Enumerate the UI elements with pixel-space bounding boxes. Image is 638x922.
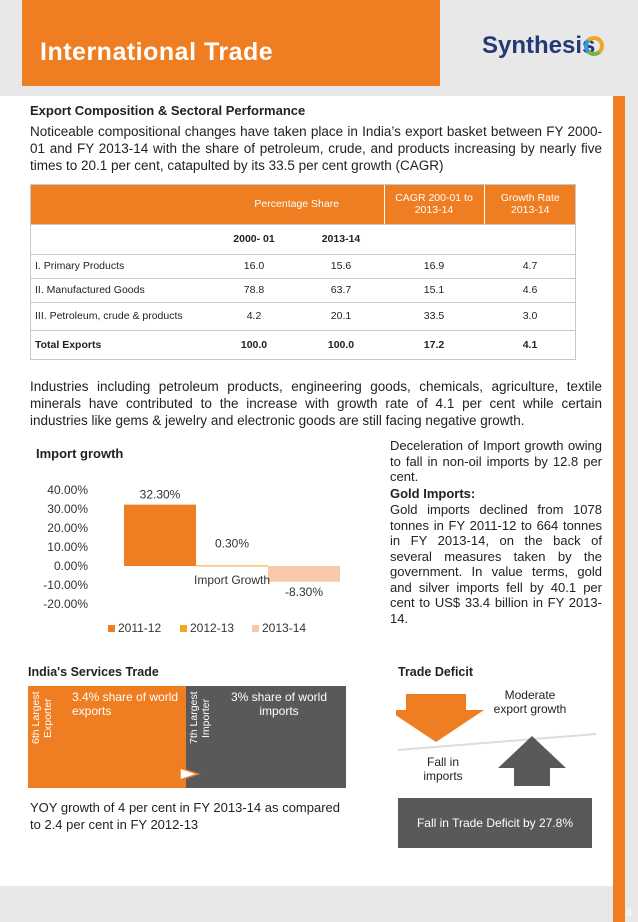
y-tick-label: 40.00%	[47, 483, 88, 497]
importer-box	[186, 686, 346, 788]
subheader-2000: 2000- 01	[210, 224, 298, 254]
y-tick-label: 20.00%	[47, 521, 88, 535]
table-row: I. Primary Products 16.0 15.6 16.9 4.7	[30, 254, 576, 278]
legend-swatch	[252, 625, 259, 632]
y-tick-label: 30.00%	[47, 502, 88, 516]
fall-in-imports: Fall in imports	[423, 755, 463, 783]
yoy-text: YOY growth of 4 per cent in FY 2013-14 as compared to 2.4 per cent in FY 2012-13	[30, 800, 340, 832]
importer-rank: 7th Largest Importer	[188, 691, 212, 745]
legend-label: 2011-12	[118, 621, 162, 635]
y-tick-label: 0.00%	[53, 559, 88, 573]
table-total-row: Total Exports 100.0 100.0 17.2 4.1	[35, 339, 538, 352]
header-percentage-share: Percentage Share	[210, 184, 384, 224]
exporter-rank: 6th Largest Exporter	[30, 691, 54, 745]
synthesis-logo: Synthesis	[482, 32, 596, 59]
industries-paragraph: Industries including petroleum products, engineering goods, chemicals, agriculture, textile minerals have contributed to the increase with growth rate of 4.1 per cent while certain industries like gems & jewelry and electronic goods are still facing negative growth.	[30, 379, 602, 428]
chart-title: Import growth	[36, 446, 124, 461]
import-growth-chart	[28, 472, 368, 662]
header-growth-rate: Growth Rate 2013-14	[484, 184, 576, 224]
bar-label: -8.30%	[284, 584, 324, 599]
exporter-text: 3.4% share of world exports	[72, 690, 179, 718]
moderate-export-growth: Moderate export growth	[493, 688, 567, 716]
right-margin-bar	[625, 96, 638, 922]
section-heading: Export Composition & Sectoral Performance	[30, 103, 306, 118]
bar-label: 32.30%	[139, 487, 181, 502]
bar-2013-14	[268, 566, 340, 582]
intro-paragraph: Noticeable compositional changes have taken place in India’s export basket between FY 2000-01 and FY 2013-14 with the share of petroleum, crude, and products increasing by nearly five times to 20.1 per cent, catapulted by its 33.5 per cent growth (CAGR)	[30, 124, 602, 173]
bar-label: 0.30%	[214, 536, 250, 551]
export-composition-table	[30, 184, 576, 360]
bar-2011-12	[124, 505, 196, 566]
table-row: II. Manufactured Goods 78.8 63.7 15.1 4.6	[30, 278, 576, 302]
title-band	[22, 0, 440, 86]
y-tick-label: -20.00%	[43, 597, 88, 611]
deficit-heading: Trade Deficit	[398, 665, 474, 679]
footer-bar	[0, 886, 638, 922]
services-heading: India's Services Trade	[28, 665, 159, 679]
arrow-right-icon	[178, 764, 202, 784]
legend-swatch	[180, 625, 187, 632]
y-tick-label: 10.00%	[47, 540, 88, 554]
legend-label: 2013-14	[262, 621, 307, 635]
x-axis-label: Import Growth	[193, 573, 271, 587]
right-orange-bar	[613, 96, 625, 922]
header-cagr: CAGR 200-01 to 2013-14	[384, 184, 484, 224]
trade-deficit-result: Fall in Trade Deficit by 27.8%	[416, 816, 574, 830]
bar-2012-13	[196, 565, 268, 566]
legend-label: 2012-13	[190, 621, 235, 635]
gold-heading: Gold Imports:	[390, 486, 476, 501]
gold-text: Gold imports declined from 1078 tonnes in FY 2011-12 to 664 tonnes in FY 2013-14, on the back of several measures taken by the government. In value terms, gold and silver imports fell by 40.1 per cent to US$ 33.4 billion in FY 2013-14.	[390, 502, 602, 626]
page-title: International Trade	[40, 38, 274, 66]
subheader-2013: 2013-14	[298, 224, 384, 254]
legend-swatch	[108, 625, 115, 632]
importer-text: 3% share of world imports	[230, 690, 328, 718]
page-number: 8	[625, 907, 632, 919]
logo-mark-icon	[584, 36, 604, 56]
trade-deficit-box	[398, 798, 592, 848]
y-tick-label: -10.00%	[43, 578, 88, 592]
table-row: III. Petroleum, crude & products 4.2 20.1 33.5 3.0	[30, 302, 576, 330]
down-arrow-icon	[396, 694, 484, 742]
exporter-box	[28, 686, 193, 788]
up-arrow-icon	[498, 736, 566, 786]
deceleration-text: Deceleration of Import growth owing to fall in non-oil imports by 12.8 per cent.	[390, 438, 602, 484]
